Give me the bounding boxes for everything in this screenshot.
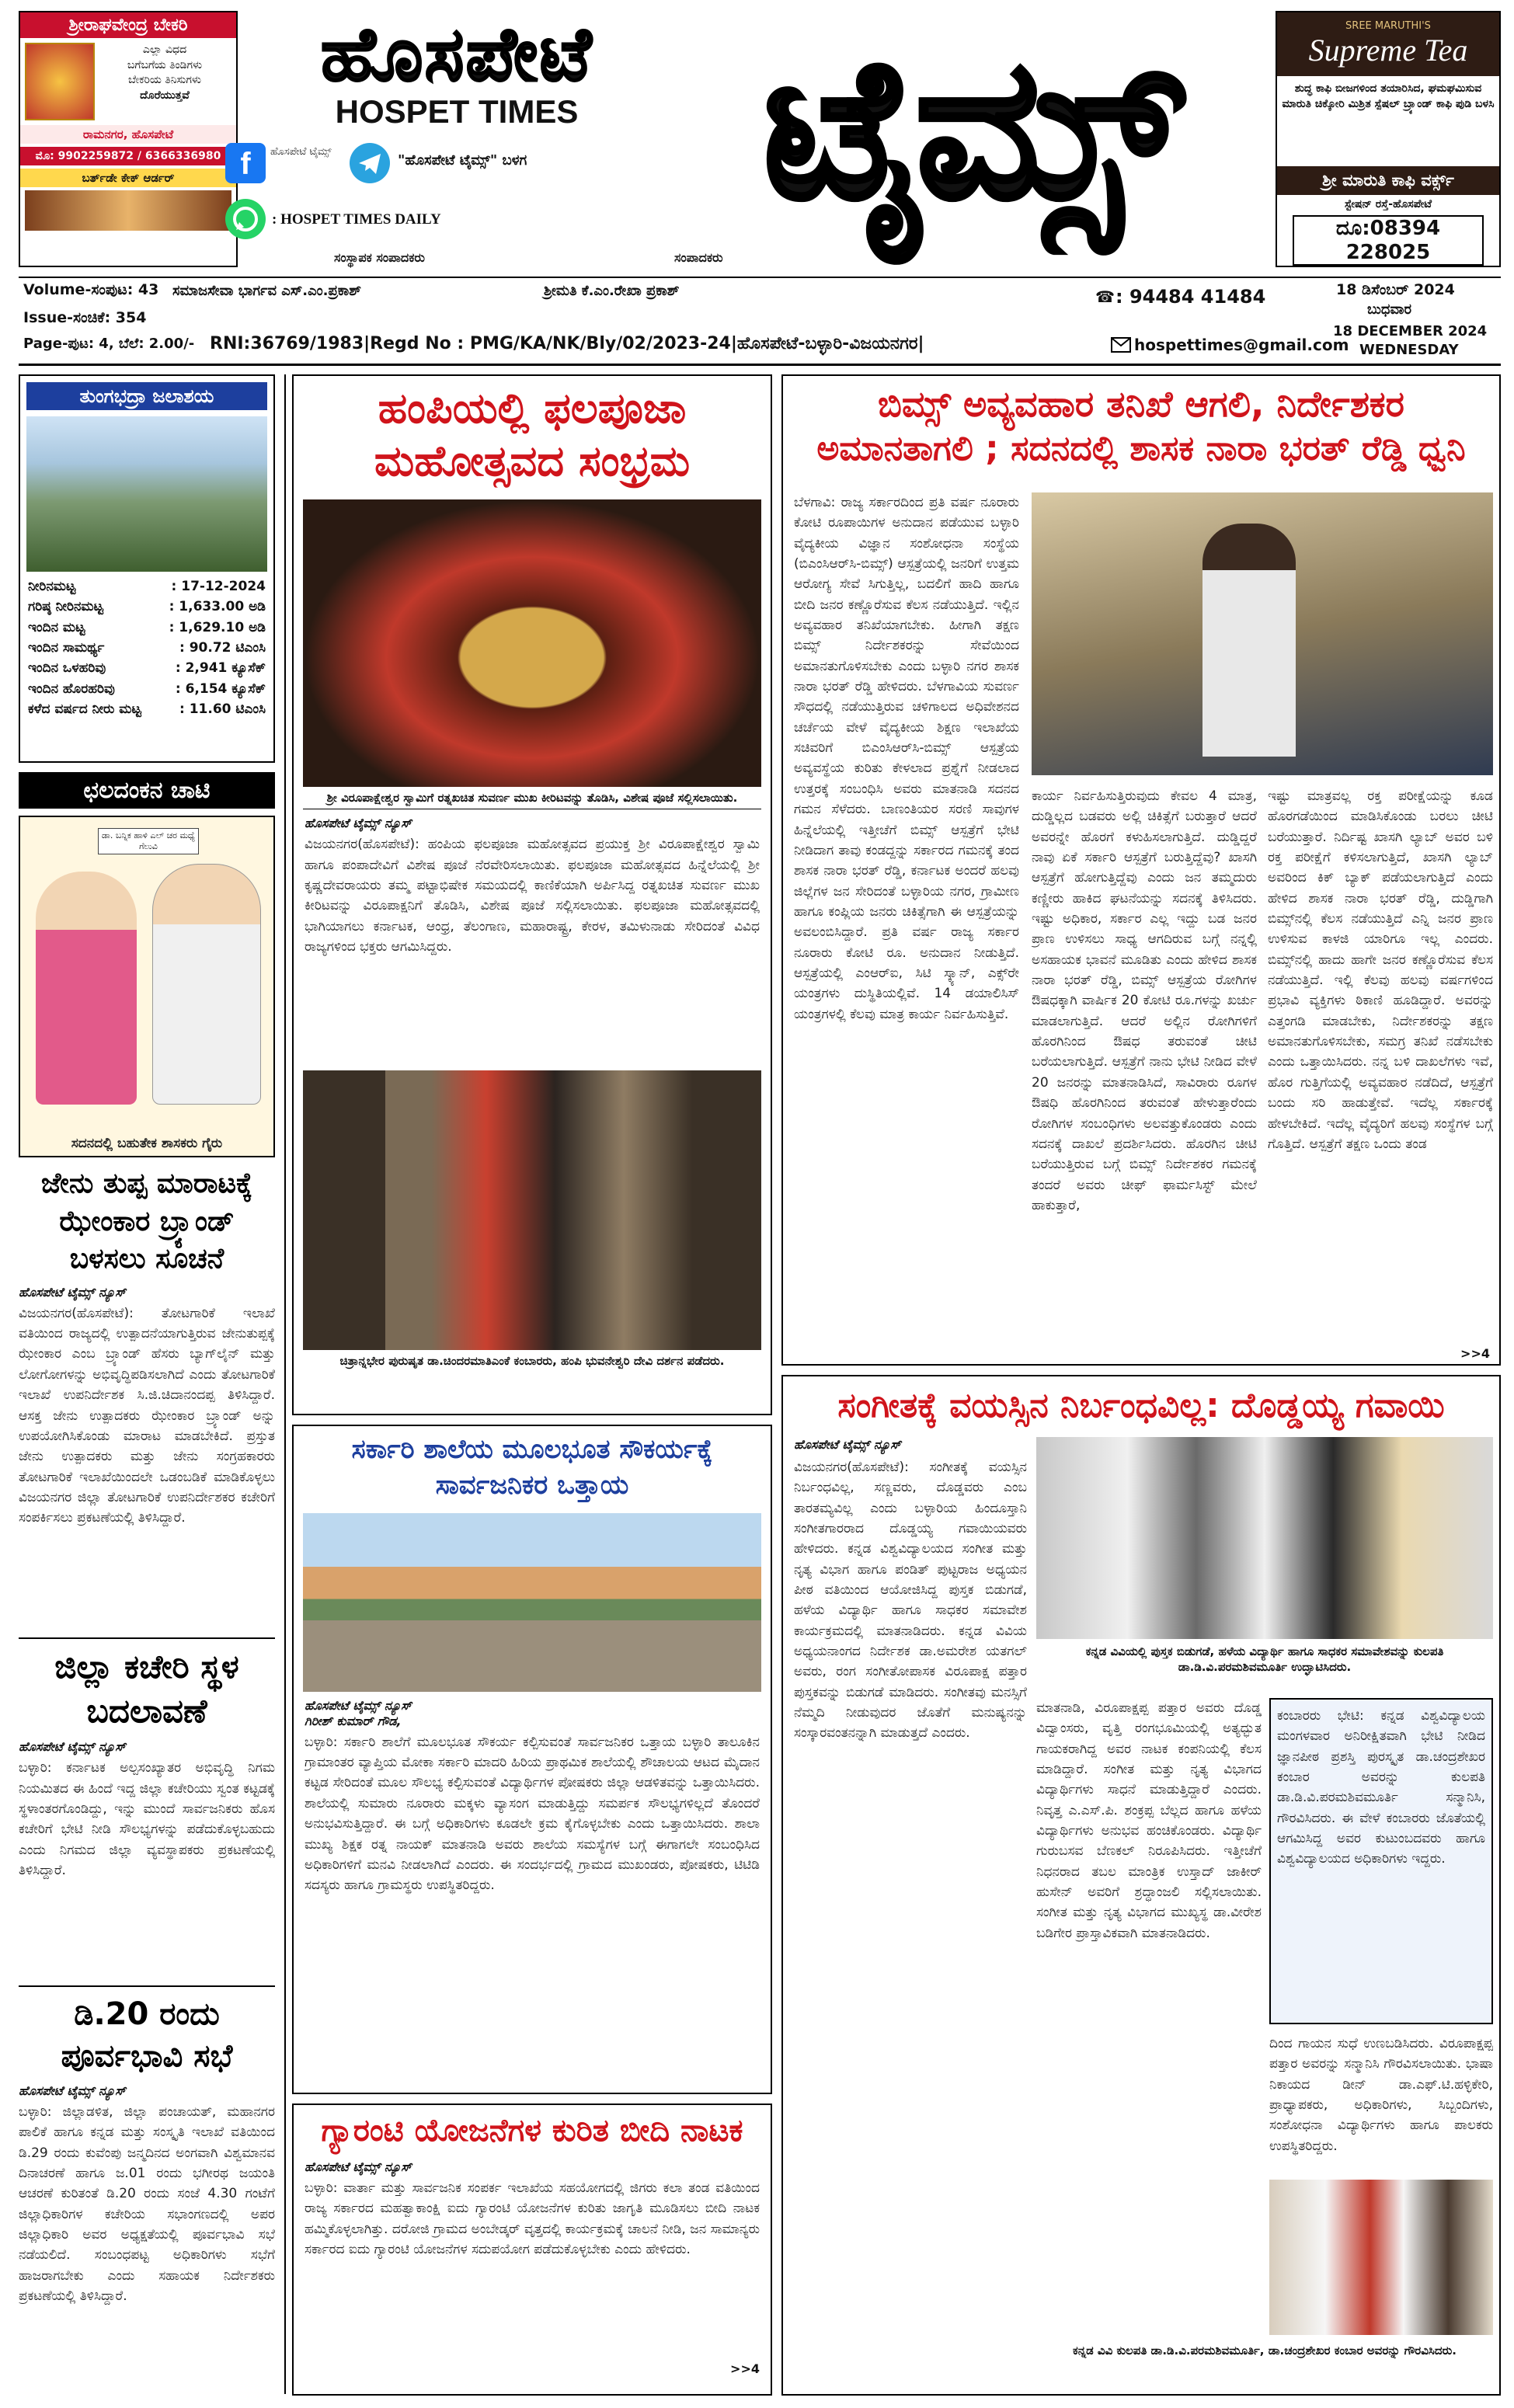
music-col1: ವಿಜಯನಗರ(ಹೊಸಪೇಟೆ): ಸಂಗೀತಕ್ಕೆ ವಯಸ್ಸಿನ ನಿರ್ಬಂಧವಿಲ್ಲ, ಸಣ್ಣವರು, ದೊಡ್ಡವರು ಎಂಬ ತಾರತಮ್ಯವಿಲ್ಲ ಎಂದು ಬಳ್ಳಾರಿಯ ಹಿಂದೂಸ್ತಾನಿ ಸಂಗೀತಗಾರರಾದ ದೊಡ್ಡಯ್ಯ ಗವಾಯಿಯವರು ಹೇಳಿದರು. ಕನ್ನಡ ವಿಶ್ವವಿದ್ಯಾಲಯದ ಸಂಗೀತ ಮತ್ತು ನೃತ್ಯ ವಿಭಾಗ ಹಾಗೂ ಪಂಡಿತ್ ಪುಟ್ಟರಾಜ ಅಧ್ಯಯನ ಪೀಠ ವತಿಯಿಂದ ಆಯೋಜಿಸಿದ್ದ ಪುಸ್ತಕ ಬಿಡುಗಡೆ, ಹಳೆಯ ವಿದ್ಯಾರ್ಥಿ ಹಾಗೂ ಸಾಧಕರ ಸಮಾವೇಶ ಕಾರ್ಯಕ್ರಮದಲ್ಲಿ ಮಾತನಾಡಿದರು. ಕನ್ನಡ ವಿವಿಯ ಅಧ್ಯಯನಾಂಗದ ನಿರ್ದೇಶಕ ಡಾ.ಅಮರೇಶ ಯತಗಲ್ ಅವರು, ರಂಗ ಸಂಗೀತೋಪಾಸಕ ವಿರೂಪಾಕ್ಷ ಪತ್ತಾರ ಪುಸ್ತಕವನ್ನು ಬಿಡುಗಡೆ ಮಾಡಿದರು. ಸಂಗೀತವು ಮನಸ್ಸಿಗೆ ನೆಮ್ಮದಿ ನೀಡುವುದರ ಜೊತೆಗೆ ಮನುಷ್ಯನನ್ನು ಸಂಸ್ಕಾರವಂತನನ್ನಾಗಿ ಮಾಡುತ್ತದೆ ಎಂದರು. <box>794 1460 1027 1742</box>
masthead-rule <box>19 277 1501 278</box>
music-byline: ಹೊಸಪೇಟೆ ಟೈಮ್ಸ್ ನ್ಯೂಸ್ <box>794 1437 901 1452</box>
english-name: HOSPET TIMES <box>335 93 579 130</box>
music-headline: ಸಂಗೀತಕ್ಕೆ ವಯಸ್ಸಿನ ನಿರ್ಬಂಧವಿಲ್ಲ: ದೊಡ್ಡಯ್ಯ ಗವಾಯಿ <box>837 1386 1445 1425</box>
founder-name: ಸಮಾಜಸೇವಾ ಭಾರ್ಗವ ಎಸ್.ಎಂ.ಪ್ರಕಾಶ್ <box>172 283 361 299</box>
meeting-byline: ಹೊಸಪೇಟೆ ಟೈಮ್ಸ್ ನ್ಯೂಸ್ <box>19 2083 126 2098</box>
hampi-photo-2-caption: ಚಿತ್ರಾನ್ನಭೇರ ಪುರುಷೃತ ಡಾ.ಚಿಂದರಮಾತಿಎಂಕೆ ಕಂಬಾರರು, ಹಂಪಿ ಭುವನೇಶ್ವರಿ ದೇವಿ ದರ್ಶನ ಪಡೆದರು. <box>339 1354 725 1369</box>
school-byline-author: ಗಿರೀಶ್ ಕುಮಾರ್ ಗೌಡ, <box>305 1713 402 1728</box>
music-photo-1 <box>1036 1437 1493 1639</box>
day-en: WEDNESDAY <box>1359 342 1459 358</box>
date-en: 18 DECEMBER 2024 <box>1333 323 1488 339</box>
honey-byline: ಹೊಸಪೇಟೆ ಟೈಮ್ಸ್ ನ್ಯೂಸ್ <box>19 1284 126 1300</box>
kambar-box-text: ಕಂಬಾರರು ಭೇಟಿ: ಕನ್ನಡ ವಿಶ್ವವಿದ್ಯಾಲಯ ಮಂಗಳವಾರ ಅನಿರೀಕ್ಷಿತವಾಗಿ ಭೇಟಿ ನೀಡಿದ ಜ್ಞಾನಪೀಠ ಪ್ರಶಸ್ತಿ ಪುರಸ್ಕೃತ ಡಾ.ಚಂದ್ರಶೇಖರ ಕಂಬಾರ ಅವರನ್ನು ಕುಲಪತಿ ಡಾ.ಡಿ.ವಿ.ಪರಮಶಿವಮೂರ್ತಿ ಸನ್ಮಾನಿಸಿ, ಗೌರವಿಸಿದರು. ಈ ವೇಳೆ ಕಂಬಾರರು ಜೊತೆಯಲ್ಲಿ ಆಗಮಿಸಿದ್ದ ಅವರ ಕುಟುಂಬದವರು ಹಾಗೂ ವಿಶ್ವವಿದ್ಯಾಲಯದ ಅಧಿಕಾರಿಗಳು ಇದ್ದರು. <box>1277 1708 1485 1867</box>
hampi-byline: ಹೊಸಪೇಟೆ ಟೈಮ್ಸ್ ನ್ಯೂಸ್ <box>305 816 412 831</box>
drama-continued: >>4 <box>730 2361 760 2376</box>
bims-col3: ಇಷ್ಟು ಮಾತ್ರವಲ್ಲ ರಕ್ತ ಪರೀಕ್ಷೆಯನ್ನು ಕೂಡ ಹೊರಗಡೆಯಿಂದ ಮಾಡಿಸಿಕೊಂಡು ಬರಲು ಚೀಟಿ ಬರೆಯುತ್ತಾರೆ. ನಿರ್ದಿಷ್ಟ ಖಾಸಗಿ ಲ್ಯಾಬ್ ಅವರ ಬಳಿ ರಕ್ತ ಪರೀಕ್ಷೆಗೆ ಕಳಿಸಲಾಗುತ್ತಿದೆ, ಖಾಸಗಿ ಲ್ಯಾಬ್ ಅವರಿಂದ ಕಿಕ್ ಬ್ಯಾಕ್ ಪಡೆಯಲಾಗುತ್ತಿದೆ ಎಂದು ಹೇಳಿದ ಶಾಸಕ ನಾರಾ ಭರತ್ ರೆಡ್ಡಿ, ದುಡ್ಡಿಗಾಗಿ ಬಿಮ್ಸ್‌ನಲ್ಲಿ ಕೆಲಸ ನಡೆಯುತ್ತಿದೆ ಎನ್ನಿ ಜನರ ಪ್ರಾಣ ಉಳಿಸುವ ಕಾಳಜಿ ಯಾರಿಗೂ ಇಲ್ಲ ಎಂದರು. ಬಿಮ್ಸ್‌ನಲ್ಲಿ ಹಾದು ಹಾಗೇ ಜನರ ಕಣ್ಣೊರೆಸುವ ಕೆಲಸ ನಡೆಯುತ್ತಿದೆ. ಇಲ್ಲಿ ಕೆಲವು ಹಲವು ವರ್ಷಗಳಿಂದ ಪ್ರಭಾವಿ ವ್ಯಕ್ತಿಗಳು ಠಿಕಾಣಿ ಹೂಡಿದ್ದಾರೆ. ಅವರನ್ನು ಎತ್ತಂಗಡಿ ಮಾಡಬೇಕು, ನಿರ್ದೇಶಕರನ್ನು ತಕ್ಷಣ ಅಮಾನತುಗೊಳಿಸಬೇಕು, ಸಮಗ್ರ ತನಿಖೆ ನಡೆಸಬೇಕು ಎಂದು ಒತ್ತಾಯಿಸಿದರು. ನನ್ನ ಬಳಿ ದಾಖಲೆಗಳು ಇವೆ, ಹೊರ ಗುತ್ತಿಗೆಯಲ್ಲಿ ಅವ್ಯವಹಾರ ನಡೆದಿದೆ, ಆಸ್ಪತ್ರೆಗೆ ಬಂದು ಸರಿ ಹಾಡುತ್ತೇವೆ. ಇದೆಲ್ಲ ಸರ್ಕಾರಕ್ಕೆ ಹೇಳಬೇಕಿದೆ. ಇದೆಲ್ಲ ವೈದ್ಯರಿಗೆ ಹಲವು ಸಂಸ್ಥೆಗಳ ಬಗ್ಗೆ ಗೊತ್ತಿದೆ. ಆಸ್ಪತ್ರೆಗೆ ತಕ್ಷಣ ಒಂದು ತಂಡ <box>1268 788 1493 1152</box>
bakery-footer: ಬರ್ತ್‌ಡೇ ಕೇಕ್ ಆರ್ಡರ್ <box>20 169 236 187</box>
bims-photo <box>1032 492 1493 775</box>
bakery-address: ರಾಮನಗರ, ಹೊಸಪೇಟೆ <box>20 125 236 144</box>
tea-body: ಶುದ್ಧ ಕಾಫಿ ಬೀಜಗಳಿಂದ ತಯಾರಿಸಿದ, ಘಮಘಮಿಸುವ ಮಾರುತಿ ಚಿಕ್ಕೋರಿ ಮಿಶ್ರಿತ ಸ್ಪೆಷಲ್ ಬ್ರ್ಯಾಂಡ್ ಕಾಫಿ ಪುಡಿ ಬಳಸಿ <box>1282 82 1495 111</box>
bakery-line3: ಬೇಕರಿಯ ತಿನಿಸುಗಳು <box>127 74 201 87</box>
drama-byline: ಹೊಸಪೇಟೆ ಟೈಮ್ಸ್ ನ್ಯೂಸ್ <box>305 2159 412 2174</box>
dam-table <box>20 572 273 724</box>
hampi-story <box>292 374 772 1415</box>
music-story <box>781 1375 1501 2396</box>
cake-image <box>25 190 231 231</box>
col-divider-1 <box>284 374 286 2394</box>
music-col3: ದಿಂದ ಗಾಯನ ಸುಧೆ ಉಣಬಡಿಸಿದರು. ವಿರೂಪಾಕ್ಷಪ್ಪ ಪತ್ತಾರ ಅವರನ್ನು ಸನ್ಮಾನಿಸಿ ಗೌರವಿಸಲಾಯಿತು. ಭಾಷಾ ನಿಕಾಯದ ಡೀನ್ ಡಾ.ಎಫ್.ಟಿ.ಹಳ್ಳಿಕೇರಿ, ಪ್ರಾಧ್ಯಾಪಕರು, ಅಧಿಕಾರಿಗಳು, ಸಿಬ್ಬಂದಿಗಳು, ಸಂಶೋಧನಾ ವಿದ್ಯಾರ್ಥಿಗಳು ಹಾಗೂ ಪಾಲಕರು ಉಪಸ್ಥಿತರಿದ್ದರು. <box>1269 2036 1493 2154</box>
office-headline: ಜಿಲ್ಲಾ ಕಚೇರಿ ಸ್ಥಳ ಬದಲಾವಣೆ <box>54 1648 239 1730</box>
cartoon-title: ಛಲದಂಕನ ಚಾಟಿ <box>19 772 275 809</box>
cartoon-sign: ಡಾ. ಬನ್ನಿಕ ಹಾಳಿ ಎಲ್ ಚರ ಮಧ್ಯೆ ಗೆಲುವಿ <box>98 828 199 854</box>
hampi-headline: ಹಂಪಿಯಲ್ಲಿ ಫಲಪೂಜಾ ಮಹೋತ್ಸವದ ಸಂಭ್ರಮ <box>374 384 691 485</box>
school-photo <box>303 1513 761 1692</box>
bakery-ad-title: ಶ್ರೀರಾಘವೇಂದ್ರ ಬೇಕರಿ <box>20 12 236 38</box>
volume: Volume-ಸಂಪುಟ: 43 <box>23 281 159 298</box>
bakery-phone: ಮೊ: 9902259872 / 6366336980 <box>20 147 236 165</box>
bims-speaker <box>1202 524 1296 757</box>
bims-story <box>781 374 1501 1366</box>
whatsapp-label: : HOSPET TIMES DAILY <box>272 211 441 228</box>
dam-photo <box>26 416 267 572</box>
dam-row: ಇಂದಿನ ಮಟ್ಟ : 1,629.10 ಅಡಿ <box>28 619 266 635</box>
dam-title: ತುಂಗಭದ್ರಾ ಜಲಾಶಯ <box>26 382 267 410</box>
bims-headline-2: ಅಮಾನತಾಗಲಿ ; ಸದನದಲ್ಲಿ ಶಾಸಕ ನಾರಾ ಭರತ್ ರೆಡ್ಡಿ ಧ್ವನಿ <box>816 428 1466 468</box>
meeting-body: ಬಳ್ಳಾರಿ: ಜಿಲ್ಲಾಡಳಿತ, ಜಿಲ್ಲಾ ಪಂಚಾಯತ್, ಮಹಾನಗರ ಪಾಲಿಕೆ ಹಾಗೂ ಕನ್ನಡ ಮತ್ತು ಸಂಸ್ಕೃತಿ ಇಲಾಖೆ ವತಿಯಿಂದ ಡಿ.29 ರಂದು ಕುವೆಂಪು ಜನ್ಮದಿನದ ಅಂಗವಾಗಿ ವಿಶ್ವಮಾನವ ದಿನಾಚರಣೆ ಹಾಗೂ ಜ.01 ರಂದು ಭಗೀರಥ ಜಯಂತಿ ಆಚರಣೆ ಕುರಿತಂತೆ ಡಿ.20 ರಂದು ಸಂಜೆ 4.30 ಗಂಟೆಗೆ ಜಿಲ್ಲಾಧಿಕಾರಿಗಳ ಕಚೇರಿಯ ಸಭಾಂಗಣದಲ್ಲಿ ಅಪರ ಜಿಲ್ಲಾಧಿಕಾರಿ ಅವರ ಅಧ್ಯಕ್ಷತೆಯಲ್ಲಿ ಪೂರ್ವಭಾವಿ ಸಭೆ ನಡೆಯಲಿದೆ. ಸಂಬಂಧಪಟ್ಟ ಅಧಿಕಾರಿಗಳು ಸಭೆಗೆ ಹಾಜರಾಗಬೇಕು ಎಂದು ಸಹಾಯಕ ನಿರ್ದೇಶಕರು ಪ್ರಕಟಣೆಯಲ್ಲಿ ತಿಳಿಸಿದ್ದಾರೆ. <box>19 2104 275 2305</box>
tea-phone: ದೂ:08394 228025 <box>1293 215 1484 266</box>
dam-box <box>19 374 275 763</box>
hampi-photo-1 <box>303 499 761 787</box>
page-price: Page-ಪುಟ: 4, ಬೆಲೆ: 2.00/- <box>23 336 195 352</box>
email[interactable]: hospettimes@gmail.com <box>1134 336 1349 354</box>
school-body: ಬಳ್ಳಾರಿ: ಸರ್ಕಾರಿ ಶಾಲೆಗೆ ಮೂಲಭೂತ ಸೌಕರ್ಯ ಕಲ್ಪಿಸುವಂತೆ ಸಾರ್ವಜನಿಕರ ಒತ್ತಾಯ ಬಳ್ಳಾರಿ ತಾಲೂಕಿನ ಗ್ರಾಮಾಂತರ ವ್ಯಾಪ್ತಿಯ ಮೋಕಾ ಸರ್ಕಾರಿ ಮಾದರಿ ಹಿರಿಯ ಪ್ರಾಥಮಿಕ ಶಾಲೆಯಲ್ಲಿ ಶೌಚಾಲಯ ಆಟದ ಮೈದಾನ ಕಟ್ಟಡ ಸೇರಿದಂತೆ ಮೂಲ ಸೌಲಭ್ಯ ಕಲ್ಪಿಸುವಂತೆ ವಿದ್ಯಾರ್ಥಿಗಳ ಪೋಷಕರು ಜಿಲ್ಲಾ ಆಡಳಿತವನ್ನು ಒತ್ತಾಯಿಸಿದರು. ಶಾಲೆಯಲ್ಲಿ ಸುಮಾರು ನೂರಾರು ಮಕ್ಕಳು ವ್ಯಾಸಂಗ ಮಾಡುತ್ತಿದ್ದು ಸಮರ್ಪಕ ಸೌಲಭ್ಯಗಳಿಲ್ಲದೆ ತೊಂದರೆ ಅನುಭವಿಸುತ್ತಿದ್ದಾರೆ. ಈ ಬಗ್ಗೆ ಅಧಿಕಾರಿಗಳು ಕೂಡಲೇ ಕ್ರಮ ಕೈಗೊಳ್ಳಬೇಕು ಎಂದು ಒತ್ತಾಯಿಸಿದರು. ಶಾಲಾ ಮುಖ್ಯ ಶಿಕ್ಷಕ ರತ್ನ ನಾಯಕ್ ಮಾತನಾಡಿ ಅವರು ಶಾಲೆಯ ಸಮಸ್ಯೆಗಳ ಬಗ್ಗೆ ಈಗಾಗಲೇ ಸಂಬಂಧಿಸಿದ ಅಧಿಕಾರಿಗಳಿಗೆ ಮನವಿ ನೀಡಲಾಗಿದೆ ಎಂದರು. ಈ ಸಂದರ್ಭದಲ್ಲಿ ಗ್ರಾಮದ ಮುಖಂಡರು, ಪೋಷಕರು, ಟಿಟಿಡಿ ಸದಸ್ಯರು ಹಾಗೂ ಗ್ರಾಮಸ್ಥರು ಉಪಸ್ಥಿತರಿದ್ದರು. <box>305 1734 760 1894</box>
editor-name: ಶ್ರೀಮತಿ ಕೆ.ಎಂ.ರೇಖಾ ಪ್ರಕಾಶ್ <box>544 283 680 299</box>
dam-row: ಇಂದಿನ ಸಾಮರ್ಥ್ಯ : 90.72 ಟಿಎಂಸಿ <box>28 640 266 656</box>
dam-row: ಇಂದಿನ ಒಳಹರಿವು : 2,941 ಕ್ಯೂಸೆಕ್ <box>28 660 266 677</box>
school-story <box>292 1425 772 2094</box>
phone-icon: ☎ <box>1095 287 1115 306</box>
drama-story <box>292 2104 772 2396</box>
founder-label: ಸಂಸ್ಥಾಪಕ ಸಂಪಾದಕರು <box>334 250 425 265</box>
mail-icon <box>1111 337 1131 353</box>
hampi-photo-2 <box>303 1070 761 1350</box>
editor-label: ಸಂಪಾದಕರು <box>674 250 723 265</box>
hampi-body: ವಿಜಯನಗರ(ಹೊಸಪೇಟೆ): ಹಂಪಿಯ ಫಲಪೂಜಾ ಮಹೋತ್ಸವದ ಪ್ರಯುಕ್ತ ಶ್ರೀ ವಿರೂಪಾಕ್ಷೇಶ್ವರ ಸ್ವಾಮಿ ಹಾಗೂ ಪಂಪಾದೇವಿಗೆ ವಿಶೇಷ ಪೂಜೆ ನೆರವೇರಿಸಲಾಯಿತು. ಫಲಪೂಜಾ ಮಹೋತ್ಸವದ ಹಿನ್ನೆಲೆಯಲ್ಲಿ ಶ್ರೀ ಕೃಷ್ಣದೇವರಾಯರು ತಮ್ಮ ಪಟ್ಟಾಭಿಷೇಕ ಸಮಯದಲ್ಲಿ ಕಾಣಿಕೆಯಾಗಿ ಅರ್ಪಿಸಿದ್ದ ರತ್ನಖಚಿತ ಸುವರ್ಣ ಮುಖ ಕೀರಿಟವನ್ನು ವಿರೂಪಾಕ್ಷನಿಗೆ ತೊಡಿಸಿ, ವಿಶೇಷ ಪೂಜೆ ಸಲ್ಲಿಸಲಾಯಿತು. ಫಲಪೂಜಾ ಮಹೋತ್ಸವದಲ್ಲಿ ಭಾಗಿಯಾಗಲು ಕರ್ನಾಟಕ, ಆಂಧ್ರ, ತೆಲಂಗಾಣ, ಮಹಾರಾಷ್ಟ್ರ, ಕೇರಳ, ತಮಿಳುನಾಡು ಸೇರಿದಂತೆ ವಿವಿಧ ರಾಜ್ಯಗಳಿಂದ ಭಕ್ತರು ಆಗಮಿಸಿದ್ದರು. <box>305 837 760 955</box>
dam-row: ಕಳೆದ ವರ್ಷದ ನೀರು ಮಟ್ಟ : 11.60 ಟಿಎಂಸಿ <box>28 701 266 718</box>
tea-address: ಸ್ಟೇಷನ್ ರಸ್ತೆ-ಹೊಸಪೇಟೆ <box>1344 198 1432 211</box>
deity-image <box>25 43 95 120</box>
bims-headline-1: ಬಿಮ್ಸ್ ಅವ್ಯವಹಾರ ತನಿಖೆ ಆಗಲಿ, ನಿರ್ದೇಶಕರ <box>878 383 1404 425</box>
drama-headline: ಗ್ಯಾರಂಟಿ ಯೋಜನೆಗಳ ಕುರಿತ ಬೀದಿ ನಾಟಕ <box>321 2113 743 2149</box>
meeting-headline: ಡಿ.20 ರಂದು ಪೂರ್ವಭಾವಿ ಸಭೆ <box>61 1996 233 2074</box>
left-divider-1 <box>19 1637 275 1639</box>
facebook-label: ಹೊಸಪೇಟೆ ಟೈಮ್ಸ್ <box>270 146 332 158</box>
honey-story <box>19 1165 275 1631</box>
dam-row: ಇಂದಿನ ಹೊರಹರಿವು : 6,154 ಕ್ಯೂಸೆಕ್ <box>28 680 266 697</box>
office-story <box>19 1645 275 1979</box>
honey-body: ವಿಜಯನಗರ(ಹೊಸಪೇಟೆ): ತೋಟಗಾರಿಕೆ ಇಲಾಖೆ ವತಿಯಿಂದ ರಾಜ್ಯದಲ್ಲಿ ಉತ್ಪಾದನೆಯಾಗುತ್ತಿರುವ ಜೇನುತುಪ್ಪಕ್ಕೆ ಝೇಂಕಾರ ಎಂಬ ಬ್ರ್ಯಾಂಡ್ ಹೆಸರು ಬ್ಯಾಗ್‌ಲೈನ್ ಮತ್ತು ಲೋಗೋಗಳನ್ನು ಅಭಿವೃದ್ಧಿಪಡಿಸಲಾಗಿದೆ ಎಂದು ತೋಟಗಾರಿಕೆ ಇಲಾಖೆ ಉಪನಿರ್ದೇಶಕ ಸಿ.ಜಿ.ಚಿದಾನಂದಪ್ಪ ತಿಳಿಸಿದ್ದಾರೆ. ಆಸಕ್ತ ಜೇನು ಉತ್ಪಾದಕರು ಝೇಂಕಾರ ಬ್ರ್ಯಾಂಡ್ ಅನ್ನು ಉಪಯೋಗಿಸಿಕೊಂಡು ಮಾರಾಟ ಮಾಡಬೇಕಿದೆ. ಪ್ರಸ್ತುತ ಜೇನು ಉತ್ಪಾದಕರು ಮತ್ತು ಜೇನು ಸಂಗ್ರಹಕಾರರು ತೋಟಗಾರಿಕೆ ಇಲಾಖೆಯಿಂದಲೇ ಒಡಂಬಡಿಕೆ ಮಾಡಿಕೊಳ್ಳಲು ವಿಜಯನಗರ ಜಿಲ್ಲಾ ತೋಟಗಾರಿಕೆ ಉಪನಿರ್ದೇಶಕರ ಕಚೇರಿಗೆ ಸಂಪರ್ಕಿಸಲು ಪ್ರಕಟಣೆಯಲ್ಲಿ ತಿಳಿಸಿದ್ದಾರೆ. <box>19 1305 275 1526</box>
cartoon-figure-right <box>152 864 261 1105</box>
bakery-line2: ಬಗೆಬಗೆಯ ತಿಂಡಿಗಳು <box>127 58 203 71</box>
music-photo-1-caption: ಕನ್ನಡ ವಿವಿಯಲ್ಲಿ ಪುಸ್ತಕ ಬಿಡುಗಡೆ, ಹಳೆಯ ವಿದ್ಯಾರ್ಥಿ ಹಾಗೂ ಸಾಧಕರ ಸಮಾವೇಶವನ್ನು ಕುಲಪತಿ ಡಾ.ಡಿ.ವಿ.ಪರಮಶಿವಮೂರ್ತಿ ಉದ್ಘಾಟಿಸಿದರು. <box>1085 1644 1444 1675</box>
music-col2: ಮಾತನಾಡಿ, ವಿರೂಪಾಕ್ಷಪ್ಪ ಪತ್ತಾರ ಅವರು ದೊಡ್ಡ ವಿದ್ವಾಂಸರು, ವೃತ್ತಿ ರಂಗಭೂಮಿಯಲ್ಲಿ ಅತ್ಯದ್ಭುತ ಗಾಯಕರಾಗಿದ್ದ ಅವರ ನಾಟಕ ಕಂಪನಿಯಲ್ಲಿ ಕೆಲಸ ಮಾಡಿದ್ದಾರೆ. ಸಂಗೀತ ಮತ್ತು ನೃತ್ಯ ವಿಭಾಗದ ವಿದ್ಯಾರ್ಥಿಗಳು ಸಾಧನೆ ಮಾಡುತ್ತಿದ್ದಾರೆ ಎಂದರು. ನಿವೃತ್ತ ಎ.ಎಸ್.ಪಿ. ಶಂಕ್ರಪ್ಪ ಬೆಲ್ಲದ ಹಾಗೂ ಹಳೆಯ ವಿದ್ಯಾರ್ಥಿಗಳು ಅನುಭವ ಹಂಚಿಕೊಂಡರು. ವಿದ್ಯಾರ್ಥಿ ಗುರುಬಸವ ಬೆಣಕಲ್ ನಿರೂಪಿಸಿದರು. ಇತ್ತೀಚೆಗೆ ನಿಧನರಾದ ತಬಲ ಮಾಂತ್ರಿಕ ಉಸ್ತಾದ್ ಜಾಕೀರ್ ಹುಸೇನ್ ಅವರಿಗೆ ಶ್ರದ್ಧಾಂಜಲಿ ಸಲ್ಲಿಸಲಾಯಿತು. ಸಂಗೀತ ಮತ್ತು ನೃತ್ಯ ವಿಭಾಗದ ಮುಖ್ಯಸ್ಥ ಡಾ.ವೀರೇಶ ಬಡಿಗೇರ ಪ್ರಾಸ್ತಾವಿಕವಾಗಿ ಮಾತನಾಡಿದರು. <box>1036 1700 1262 1941</box>
dam-row: ಗರಿಷ್ಠ ನೀರಿನಮಟ್ಟ : 1,633.00 ಅಡಿ <box>28 599 266 615</box>
rni-line: RNI:36769/1983|Regd No : PMG/KA/NK/Bly/02/2023-24|ಹೊಸಪೇಟೆ-ಬಳ್ಳಾರಿ-ವಿಜಯನಗರ| <box>210 334 924 353</box>
dam-row: ನೀರಿನಮಟ್ಟ : 17-12-2024 <box>28 579 266 594</box>
bakery-line4: ದೊರೆಯುತ್ತವೆ <box>140 89 190 102</box>
meeting-story <box>19 1993 275 2389</box>
tea-ad <box>1276 11 1501 267</box>
bakery-line1: ಎಲ್ಲಾ ವಿಧದ <box>142 43 187 56</box>
left-divider-2 <box>19 1985 275 1987</box>
hampi-photo-1-caption: ಶ್ರೀ ವಿರೂಪಾಕ್ಷೇಶ್ವರ ಸ್ವಾಮಿಗೆ ರತ್ನಖಚಿತ ಸುವರ್ಣ ಮುಖ ಕೀರಿಟವನ್ನು ತೊಡಿಸಿ, ವಿಶೇಷ ಪೂಜೆ ಸಲ್ಲಿಸಲಾಯಿತು. <box>303 787 761 809</box>
phone-number: : 94484 41484 <box>1115 286 1266 308</box>
school-byline: ಹೊಸಪೇಟೆ ಟೈಮ್ಸ್ ನ್ಯೂಸ್ <box>305 1697 412 1713</box>
cartoon-figure-left <box>36 872 137 1105</box>
tea-brand-top: SREE MARUTHI'S <box>1345 20 1431 32</box>
telegram-icon[interactable] <box>350 143 390 183</box>
tea-shop: ಶ್ರೀ ಮಾರುತಿ ಕಾಫಿ ವರ್ಕ್ಸ್ <box>1277 166 1499 195</box>
honey-headline: ಜೇನು ತುಪ್ಪ ಮಾರಾಟಕ್ಕೆ ಝೇಂಕಾರ ಬ್ರ್ಯಾಂಡ್ ಬಳಸಲು ಸೂಚನೆ <box>40 1167 253 1275</box>
bims-col2: ಕಾರ್ಯ ನಿರ್ವಹಿಸುತ್ತಿರುವುದು ಕೇವಲ 4 ಮಾತ್ರ, ದುಡ್ಡಿಲ್ಲದ ಬಡವರು ಅಲ್ಲಿ ಚಿಕಿತ್ಸೆಗೆ ಬರುತ್ತಾರೆ ಆದರೆ ಅವರನ್ನೇ ಹೊರಗೆ ಕಳುಹಿಸಲಾಗುತ್ತಿದೆ. ದುಡ್ಡಿದ್ದರೆ ನಾವು ಏಕೆ ಸರ್ಕಾರಿ ಆಸ್ಪತ್ರೆಗೆ ಬರುತ್ತಿದ್ದೆವು? ಖಾಸಗಿ ಆಸ್ಪತ್ರೆಗೆ ಹೋಗುತ್ತಿದ್ದೆವು ಎಂದು ಜನ ತಮ್ಮದುರು ಕಣ್ಣೀರು ಹಾಕಿದ ಘಟನೆಯನ್ನು ಸದನಕ್ಕೆ ತಿಳಿಸಿದರು. ಇಷ್ಟು ಅಧಿಕಾರ, ಸರ್ಕಾರ ಎಲ್ಲ ಇದ್ದು ಬಡ ಜನರ ಪ್ರಾಣ ಉಳಿಸಲು ಸಾಧ್ಯ ಆಗದಿರುವ ಬಗ್ಗೆ ನನ್ನಲ್ಲಿ ಅಸಹಾಯಕ ಭಾವನೆ ಮೂಡಿತು ಎಂದು ಹೇಳಿದ ಶಾಸಕ ನಾರಾ ಭರತ್ ರೆಡ್ಡಿ, ಬಿಮ್ಸ್ ಆಸ್ಪತ್ರೆಯ ರೋಗಿಗಳ ಔಷಧಕ್ಕಾಗಿ ವಾರ್ಷಿಕ 20 ಕೋಟಿ ರೂ.ಗಳನ್ನು ಖರ್ಚು ಮಾಡಲಾಗುತ್ತಿದೆ. ಆದರೆ ಅಲ್ಲಿನ ರೋಗಿಗಳಿಗೆ ಹೊರಗಿನಿಂದ ಔಷಧ ತರುವಂತೆ ಚೀಟಿ ಬರೆಯಲಾಗುತ್ತಿದೆ. ಆಸ್ಪತ್ರೆಗೆ ನಾನು ಭೇಟಿ ನೀಡಿದ ವೇಳೆ 20 ಜನರನ್ನು ಮಾತನಾಡಿಸಿದೆ, ಸಾವಿರಾರು ರೂಗಳ ಔಷಧಿ ಹೊರಗಿನಿಂದ ತರುವಂತೆ ಹೇಳುತ್ತಾರೆಂದು ರೋಗಿಗಳ ಸಂಬಂಧಿಗಳು ಅಲವತ್ತುಕೊಂಡರು ಎಂದು ಸದನಕ್ಕೆ ದಾಖಲೆ ಪ್ರದರ್ಶಿಸಿದರು. ಹೊರಗಿನ ಚೀಟಿ ಬರೆಯುತ್ತಿರುವ ಬಗ್ಗೆ ಬಿಮ್ಸ್ ನಿರ್ದೇಶಕರ ಗಮನಕ್ಕೆ ತಂದರೆ ಅವರು ಚೀಫ್ ಫಾರ್ಮಸಿಸ್ಟ್ ಮೇಲೆ ಹಾಕುತ್ತಾರೆ, <box>1032 788 1257 1213</box>
kannada-name: ಹೊಸಪೇಟೆ <box>320 11 593 98</box>
office-byline: ಹೊಸಪೇಟೆ ಟೈಮ್ಸ್ ನ್ಯೂಸ್ <box>19 1739 126 1755</box>
music-photo-2-caption: ಕನ್ನಡ ವಿವಿ ಕುಲಪತಿ ಡಾ.ಡಿ.ವಿ.ಪರಮಶಿವಮೂರ್ತಿ, ಡಾ.ಚಂದ್ರಶೇಖರ ಕಂಬಾರ ಅವರನ್ನು ಗೌರವಿಸಿದರು. <box>1073 2344 1457 2358</box>
office-body: ಬಳ್ಳಾರಿ: ಕರ್ನಾಟಕ ಅಲ್ಪಸಂಖ್ಯಾತರ ಅಭಿವೃದ್ಧಿ ನಿಗಮ ನಿಯಮಿತದ ಈ ಹಿಂದೆ ಇದ್ದ ಜಿಲ್ಲಾ ಕಚೇರಿಯು ಸ್ವಂತ ಕಟ್ಟಡಕ್ಕೆ ಸ್ಥಳಾಂತರಗೊಂಡಿದ್ದು, ಇನ್ನು ಮುಂದೆ ಸಾರ್ವಜನಿಕರು ಹೊಸ ಕಚೇರಿಗೆ ಭೇಟಿ ನೀಡಿ ಸೌಲಭ್ಯಗಳನ್ನು ಪಡೆದುಕೊಳ್ಳಬಹುದು ಎಂದು ನಿಗಮದ ಜಿಲ್ಲಾ ವ್ಯವಸ್ಥಾಪಕರು ಪ್ರಕಟಣೆಯಲ್ಲಿ ತಿಳಿಸಿದ್ದಾರೆ. <box>19 1760 275 1879</box>
day-kn: ಬುಧವಾರ <box>1367 301 1411 318</box>
facebook-icon[interactable]: f <box>225 143 266 183</box>
bims-continued: >>4 <box>1460 1346 1490 1361</box>
cartoon-panel <box>19 816 275 1157</box>
music-photo-2 <box>1269 2180 1493 2335</box>
header-bottom-rule <box>19 364 1501 366</box>
kambar-box <box>1269 1698 1493 2024</box>
whatsapp-icon[interactable] <box>225 199 266 239</box>
telegram-label: "ಹೊಸಪೇಟೆ ಟೈಮ್ಸ್" ಬಳಗ <box>398 152 527 169</box>
drama-body: ಬಳ್ಳಾರಿ: ವಾರ್ತಾ ಮತ್ತು ಸಾರ್ವಜನಿಕ ಸಂಪರ್ಕ ಇಲಾಖೆಯ ಸಹಯೋಗದಲ್ಲಿ ಜಿಗರು ಕಲಾ ತಂಡ ವತಿಯಿಂದ ರಾಜ್ಯ ಸರ್ಕಾರದ ಮಹತ್ವಾಕಾಂಕ್ಷಿ ಐದು ಗ್ಯಾರಂಟಿ ಯೋಜನೆಗಳ ಕುರಿತು ಜಾಗೃತಿ ಮೂಡಿಸಲು ಬೀದಿ ನಾಟಕ ಹಮ್ಮಿಕೊಳ್ಳಲಾಗಿತ್ತು. ದರೋಜಿ ಗ್ರಾಮದ ಅಂಬೇಡ್ಕರ್ ವೃತ್ತದಲ್ಲಿ ಕಾರ್ಯಕ್ರಮಕ್ಕೆ ಚಾಲನೆ ನೀಡಿ, ಜನ ಸಾಮಾನ್ಯರು ಸರ್ಕಾರದ ಐದು ಗ್ಯಾರಂಟಿ ಯೋಜನೆಗಳ ಸದುಪಯೋಗ ಪಡೆದುಕೊಳ್ಳಬೇಕು ಎಂದು ಹೇಳಿದರು. <box>305 2180 760 2258</box>
cartoon-caption: ಸದನದಲ್ಲಿ ಬಹುತೇಕ ಶಾಸಕರು ಗೈರು <box>71 1136 223 1151</box>
date-kn: 18 ಡಿಸೆಂಬರ್ 2024 <box>1336 281 1455 298</box>
school-headline: ಸರ್ಕಾರಿ ಶಾಲೆಯ ಮೂಲಭೂತ ಸೌಕರ್ಯಕ್ಕೆ ಸಾರ್ವಜನಿಕರ ಒತ್ತಾಯ <box>351 1434 713 1501</box>
issue: Issue-ಸಂಚಿಕೆ: 354 <box>23 309 147 326</box>
bims-col1: ಬೆಳಗಾವಿ: ರಾಜ್ಯ ಸರ್ಕಾರದಿಂದ ಪ್ರತಿ ವರ್ಷ ನೂರಾರು ಕೋಟಿ ರೂಪಾಯಿಗಳ ಅನುದಾನ ಪಡೆಯುವ ಬಳ್ಳಾರಿ ವೈದ್ಯಕೀಯ ವಿಜ್ಞಾನ ಸಂಶೋಧನಾ ಸಂಸ್ಥೆಯ (ಬಿಎಂಸಿಆರ್‌ಸಿ-ಬಿಮ್ಸ್) ಆಸ್ಪತ್ರೆಯಲ್ಲಿ ಜನರಿಗೆ ಉತ್ತಮ ಆರೋಗ್ಯ ಸೇವೆ ಸಿಗುತ್ತಿಲ್ಲ, ಬದಲಿಗೆ ಹಾದಿ ಹಾಗೂ ಬೀದಿ ಜನರ ಕಣ್ಣೊರೆಸುವ ಕೆಲಸ ನಡೆಯುತ್ತಿದೆ. ಇಲ್ಲಿನ ಅವ್ಯವಹಾರ ತನಿಖೆಯಾಗಬೇಕು. ಹೀಗಾಗಿ ತಕ್ಷಣ ಬಿಮ್ಸ್ ನಿರ್ದೇಶಕರನ್ನು ಸೇವೆಯಿಂದ ಅಮಾನತುಗೊಳಿಸಬೇಕು ಎಂದು ಬಳ್ಳಾರಿ ನಗರ ಶಾಸಕ ನಾರಾ ಭರತ್ ರೆಡ್ಡಿ ಹೇಳಿದರು. ಬೆಳಗಾವಿಯ ಸುವರ್ಣ ಸೌಧದಲ್ಲಿ ನಡೆಯುತ್ತಿರುವ ಚಳಿಗಾಲದ ಅಧಿವೇಶನದ ಚರ್ಚೆಯ ವೇಳೆ ವೈದ್ಯಕೀಯ ಶಿಕ್ಷಣ ಇಲಾಖೆಯ ಸಚಿವರಿಗೆ ಬಿಎಂಸಿಆರ್‌ಸಿ-ಬಿಮ್ಸ್ ಆಸ್ಪತ್ರೆಯ ಅವ್ಯವಸ್ಥೆಯ ಕುರಿತು ಕೇಳಲಾದ ಪ್ರಶ್ನೆಗೆ ನೀಡಲಾದ ಉತ್ತರಕ್ಕೆ ಸಂಬಂಧಿಸಿ ಅವರು ಮಾತನಾಡಿ ಸದನದ ಗಮನ ಸೆಳೆದರು. ಬಾಣಂತಿಯರ ಸರಣಿ ಸಾವುಗಳ ಹಿನ್ನೆಲೆಯಲ್ಲಿ ಇತ್ತೀಚೆಗೆ ಬಿಮ್ಸ್ ಆಸ್ಪತ್ರೆಗೆ ಭೇಟಿ ನೀಡಿದಾಗ ತಾವು ಕಂಡದ್ದನ್ನು ಸರ್ಕಾರದ ಗಮನಕ್ಕೆ ತಂದ ಶಾಸಕ ನಾರಾ ಭರತ್ ರೆಡ್ಡಿ, ಕರ್ನಾಟಕ ಅಂದರೆ ಹಲವು ಜಿಲ್ಲೆಗಳ ಜನ ಸೇರಿದಂತೆ ಬಳ್ಳಾರಿಯ ನಗರ, ಗ್ರಾಮೀಣ ಹಾಗೂ ಕಂಪ್ಲಿಯ ಜನರು ಚಿಕಿತ್ಸೆಗಾಗಿ ಈ ಆಸ್ಪತ್ರೆಯನ್ನು ಅವಲಂಬಿಸಿದ್ದಾರೆ. ಪ್ರತಿ ವರ್ಷ ರಾಜ್ಯ ಸರ್ಕಾರ ನೂರಾರು ಕೋಟಿ ರೂ. ಅನುದಾನ ನೀಡುತ್ತಿದೆ. ಆಸ್ಪತ್ರೆಯಲ್ಲಿ ಎಂಆರ್‌ಐ, ಸಿಟಿ ಸ್ಕ್ಯಾನ್, ಎಕ್ಸ್‌ರೇ ಯಂತ್ರಗಳು ದುಸ್ಥಿತಿಯಲ್ಲಿವೆ. 14 ಡಯಾಲಿಸಿಸ್ ಯಂತ್ರಗಳಲ್ಲಿ ಕೆಲವು ಮಾತ್ರ ಕಾರ್ಯ ನಿರ್ವಹಿಸುತ್ತಿವೆ. <box>794 495 1019 1022</box>
tea-brand: Supreme Tea <box>1308 33 1468 68</box>
big-title: ಟೈಮ್ಸ್ <box>763 16 1179 242</box>
bakery-ad <box>19 11 238 267</box>
